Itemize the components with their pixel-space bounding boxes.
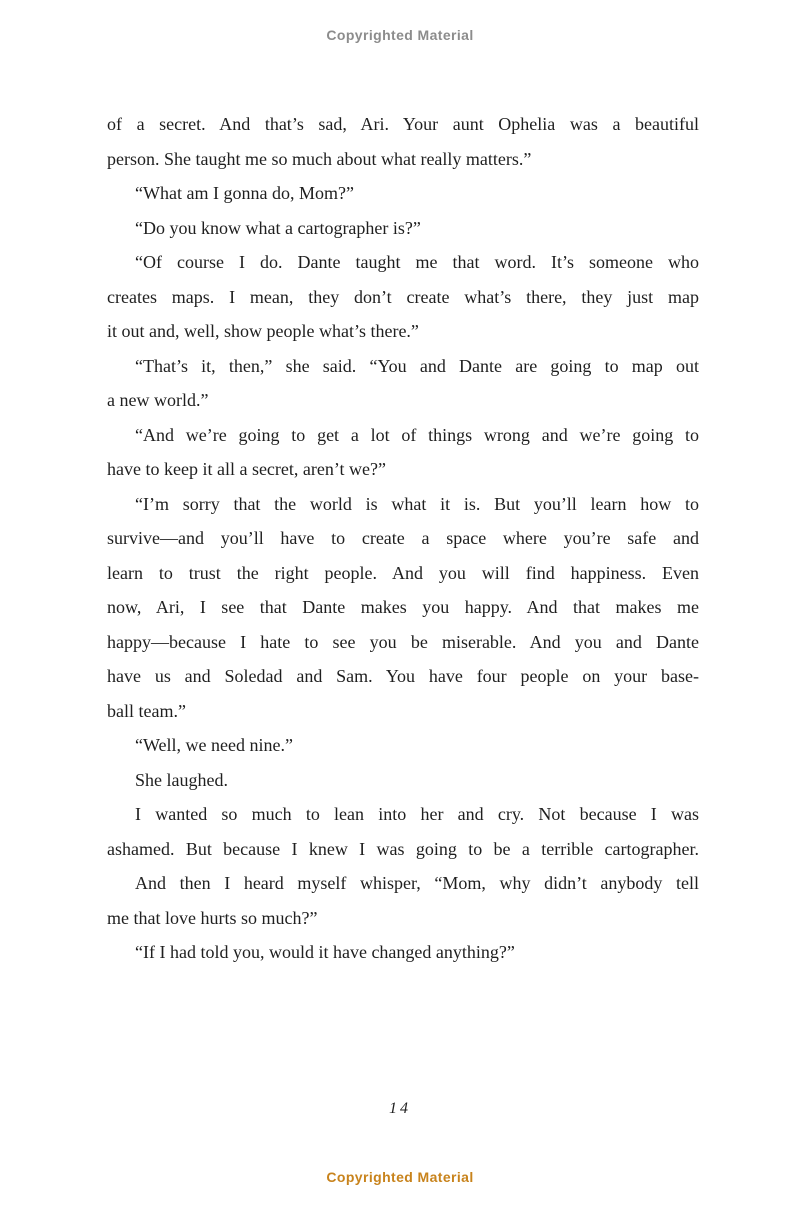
text-line: a new world.” (107, 390, 209, 410)
text-line: it out and, well, show people what’s there.” (107, 321, 419, 341)
text-line: “Do you know what a cartographer is?” (135, 217, 421, 238)
text-line: ashamed. But because I knew I was going to be a terrible cartographer. (107, 838, 699, 859)
copyright-watermark-bottom: Copyrighted Material (326, 1169, 474, 1185)
text-line: me that love hurts so much?” (107, 907, 318, 928)
text-line: She laughed. (135, 769, 228, 790)
text-line: “Of course I do. Dante taught me that word. It’s someone who (135, 252, 699, 272)
text-line: survive—and you’ll have to create a space where you’re safe and (107, 528, 699, 548)
text-line: of a secret. And that’s sad, Ari. Your aunt Ophelia was a beautiful (107, 114, 699, 134)
text-line: “I’m sorry that the world is what it is. But you’ll learn how to (135, 493, 699, 514)
text-line: creates maps. I mean, they don’t create what’s there, they just map (107, 286, 699, 307)
text-line: have to keep it all a secret, aren’t we?” (107, 459, 387, 479)
text-line: “What am I gonna do, Mom?” (135, 183, 354, 203)
text-line: now, Ari, I see that Dante makes you happy. And that makes me (107, 597, 699, 617)
text-line: “That’s it, then,” she said. “You and Dante are going to map out (135, 355, 699, 376)
page-body-text (107, 107, 699, 970)
text-line: “Well, we need nine.” (135, 735, 293, 755)
text-line: ball team.” (107, 700, 186, 721)
text-line: person. She taught me so much about what really matters.” (107, 148, 532, 169)
text-line: And then I heard myself whisper, “Mom, why didn’t anybody tell (135, 873, 699, 893)
text-line: I wanted so much to lean into her and cry. Not because I was (135, 804, 699, 824)
page-number: 14 (389, 1100, 411, 1117)
copyright-watermark-top: Copyrighted Material (326, 27, 474, 43)
text-line: have us and Soledad and Sam. You have four people on your base- (107, 666, 699, 686)
text-line: happy—because I hate to see you be miserable. And you and Dante (107, 631, 699, 652)
text-line: “And we’re going to get a lot of things wrong and we’re going to (135, 424, 699, 445)
text-line: “If I had told you, would it have changed anything?” (135, 942, 515, 962)
text-line: learn to trust the right people. And you will find happiness. Even (107, 562, 699, 583)
